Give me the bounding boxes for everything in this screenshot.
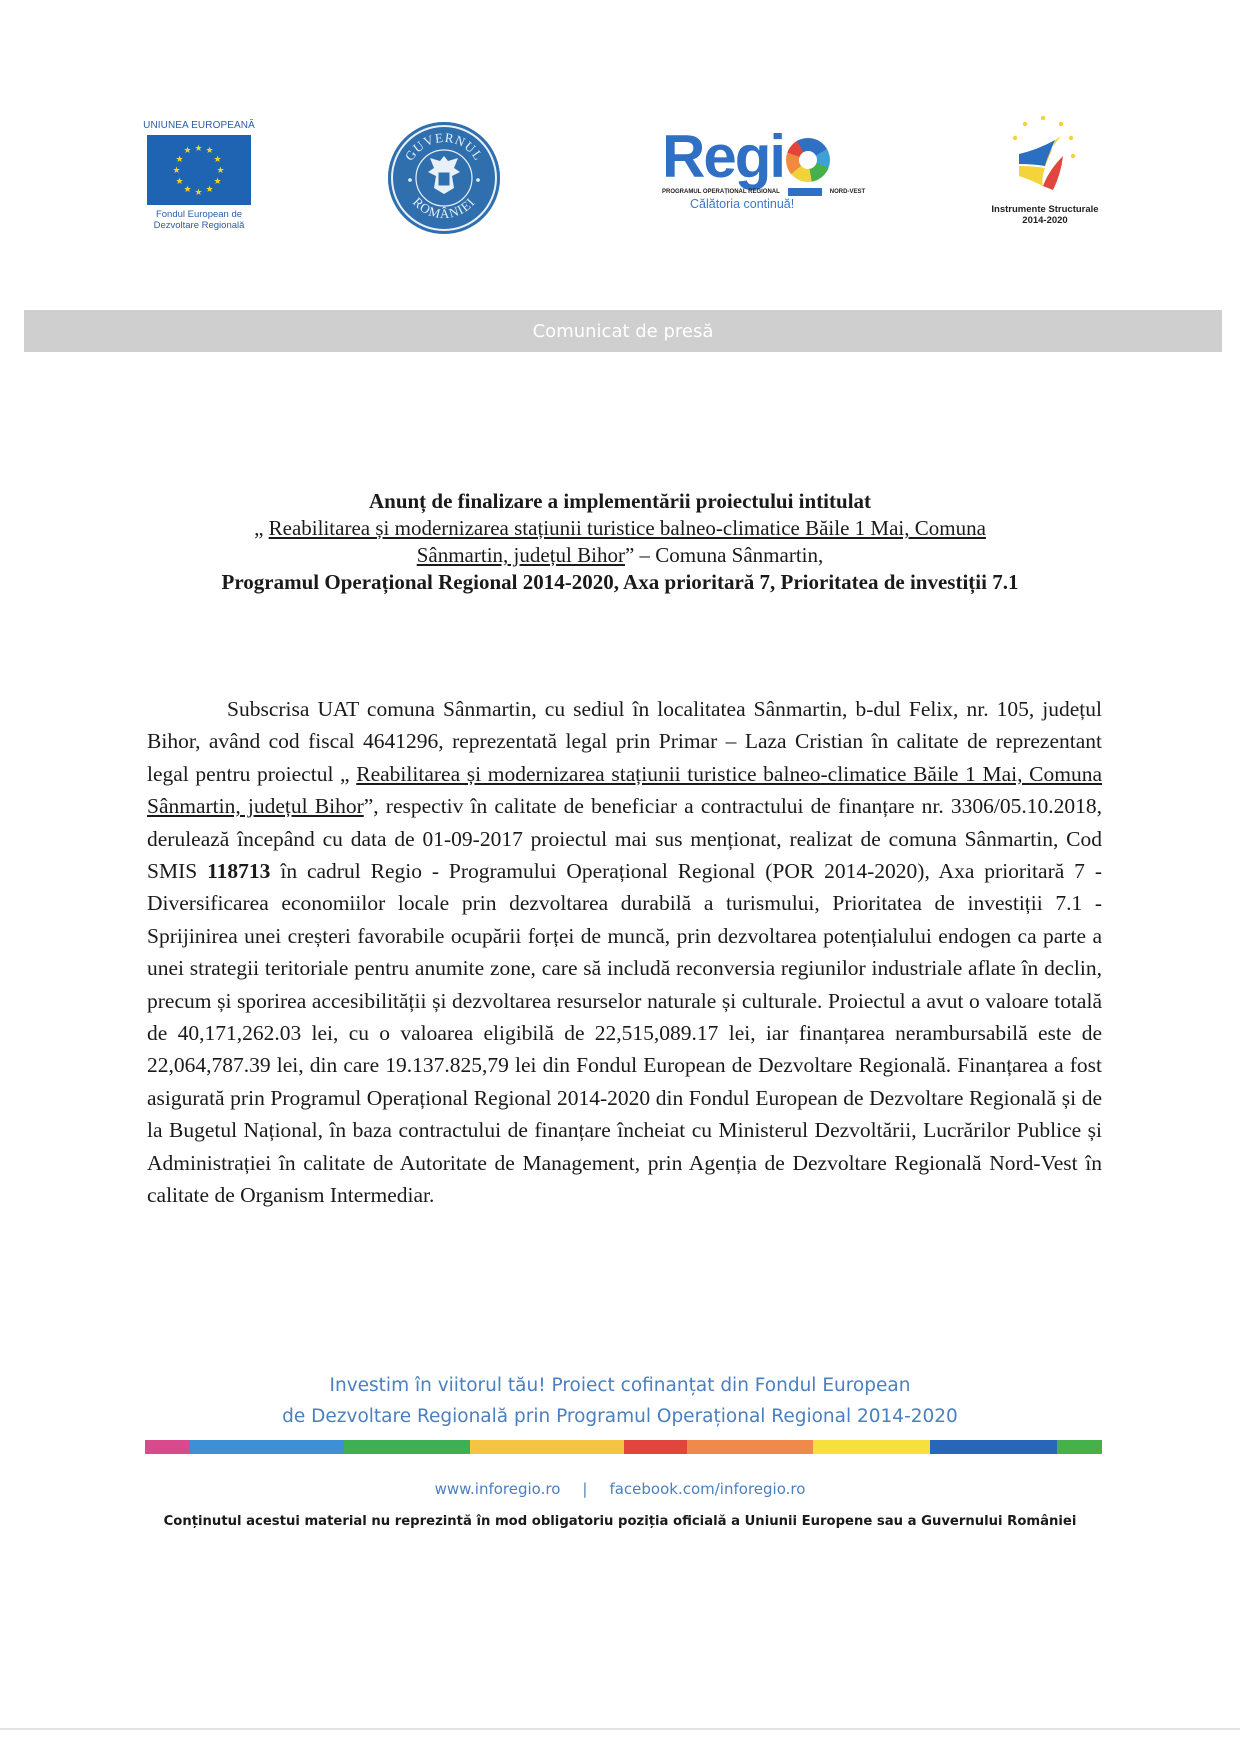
eu-star-icon: ★ [213, 153, 222, 164]
svg-text:ROMÂNIEI [410, 194, 478, 221]
title-program-line: Programul Operațional Regional 2014-2020, Axa prioritară 7, Prioritatea de investiții 7.1 [221, 570, 1019, 594]
eagle-icon [408, 156, 480, 194]
color-strip-segment [930, 1440, 1056, 1454]
seal-top-text: GUVERNUL [401, 129, 487, 164]
color-strip-segment [687, 1440, 813, 1454]
color-strip-segment [624, 1440, 687, 1454]
color-strip [145, 1440, 1102, 1454]
website-link[interactable]: www.inforegio.ro [434, 1480, 561, 1498]
announcement-title [130, 488, 1110, 596]
eu-star-icon: ★ [183, 183, 192, 194]
eu-star-icon: ★ [175, 153, 184, 164]
eu-star-icon: ★ [194, 142, 203, 153]
eu-star-icon: ★ [183, 145, 192, 156]
instrumente-structurale-icon [1005, 112, 1085, 204]
title-project-line [130, 515, 1110, 542]
title-line-1: Anunț de finalizare a implementării proiectului intitulat [368, 489, 872, 513]
eu-star-icon: ★ [175, 175, 184, 186]
eu-star-icon: ★ [216, 164, 225, 175]
eu-logo-title: UNIUNEA EUROPEANĂ [143, 120, 255, 131]
body-contract-info: ”, respectiv în calitate de beneficiar a contractului de finanțare nr. 3306/05.10.2018, derulează începând cu data de 01-09-2017 proiectul mai sus menționat, realizat de comuna Sânmartin, Cod SMIS [147, 794, 1102, 884]
romanian-government-seal-icon [388, 122, 500, 234]
body-intro: Subscrisa UAT comuna Sânmartin, cu sediul în localitatea Sânmartin, b-dul Felix, nr. 105, județul Bihor, având cod fiscal 4641296, reprezentată legal prin Primar – Laza Cristian în calitate de reprezentant legal pentru proiectul „ [147, 697, 1102, 786]
page-edge-divider [0, 1728, 1240, 1730]
press-release-banner [24, 310, 1222, 352]
footer-links [140, 1480, 1100, 1498]
regio-color-ring-icon [786, 138, 830, 182]
title-project-name-1: Reabilitarea și modernizarea stațiunii turistice balneo-climatice Băile 1 Mai, Comuna [268, 516, 986, 540]
smis-code: 118713 [207, 859, 271, 884]
regio-bar [788, 188, 822, 196]
instrumente-label-2: 2014-2020 [1022, 215, 1068, 226]
title-project-line-2 [130, 542, 1110, 569]
eu-star-icon: ★ [194, 186, 203, 197]
eu-logo-caption-1: Fondul European de [155, 209, 243, 220]
facebook-link[interactable]: facebook.com/inforegio.ro [609, 1480, 806, 1498]
eu-logo-caption-2: Dezvoltare Regională [153, 220, 245, 231]
eu-star-icon: ★ [205, 183, 214, 194]
regio-wordmark: Regi [662, 123, 785, 190]
color-strip-segment [344, 1440, 470, 1454]
disclaimer: Conținutul acestui material nu reprezintă în mod obligatoriu poziția oficială a Uniunii Europene sau a Guvernului României [163, 1514, 1077, 1529]
title-beneficiary: ” – Comuna Sânmartin, [624, 543, 824, 567]
color-strip-segment [813, 1440, 930, 1454]
eu-logo [138, 120, 260, 231]
color-strip-segment [470, 1440, 623, 1454]
slogan-line-2: de Dezvoltare Regională prin Programul Operațional Regional 2014-2020 [282, 1406, 958, 1427]
regio-program-label: PROGRAMUL OPERAȚIONAL REGIONAL [662, 189, 780, 195]
regio-tagline: Călătoria continuă! [690, 197, 795, 211]
body-details: în cadrul Regio - Programului Operațional Regional (POR 2014-2020), Axa prioritară 7 - Diversificarea economiilor locale prin dezvoltarea durabilă a turismului, Prioritatea de investiții 7.1 - Sprijinirea unei creșteri favorabile ocupării forței de muncă, prin dezvoltarea potențialului endogen ca parte a unei strategii teritoriale pentru anumite zone, care să includă reconversia regiunilor industriale aflate în declin, precum și sporirea accesibilității și dezvoltarea resurselor naturale și culturale. Proiectul a avut o valoare totală de 40,171,262.03 lei, cu o valoarea eligibilă de 22,515,089.17 lei, iar finanțarea nerambursabilă este de 22,064,787.39 lei, din care 19.137.825,79 lei din Fondul European de Dezvoltare Regională. Finanțarea a fost asigurată prin Programul Operațional Regional 2014-2020 din Fondul European de Dezvoltare Regională și de la Bugetul Național, în baza contractului de finanțare încheiat cu Ministerul Dezvoltării, Lucrărilor Publice și Administrației în calitate de Autoritate de Management, prin Agenția de Dezvoltare Regională Nord-Vest în calitate de Organism Intermediar. [147, 859, 1102, 1208]
eu-star-icon: ★ [213, 175, 222, 186]
eu-flag-icon [147, 135, 251, 205]
title-quote-open: „ [254, 516, 269, 540]
color-strip-segment [190, 1440, 343, 1454]
link-separator: | [582, 1480, 588, 1498]
seal-bottom-text: ROMÂNIEI [409, 194, 479, 222]
eu-star-icon: ★ [172, 164, 181, 175]
press-release-label: Comunicat de presă [532, 320, 714, 342]
slogan-line-1: Investim în viitorul tău! Proiect cofinanțat din Fondul European [329, 1375, 911, 1396]
title-project-name-2: Sânmartin, județul Bihor [416, 543, 625, 567]
announcement-body [147, 693, 1102, 1212]
footer-slogan [140, 1370, 1100, 1432]
body-project-name: Reabilitarea și modernizarea stațiunii turistice balneo-climatice Băile 1 Mai, Comuna Sânmartin, județul Bihor [147, 761, 1103, 819]
regio-region-label: NORD-VEST [829, 189, 866, 195]
color-strip-segment [1057, 1440, 1102, 1454]
regio-logo [662, 123, 882, 211]
instrumente-label-1: Instrumente Structurale [991, 204, 1099, 215]
color-strip-segment [145, 1440, 190, 1454]
eu-star-icon: ★ [205, 145, 214, 156]
instrumente-structurale-logo [975, 112, 1115, 226]
